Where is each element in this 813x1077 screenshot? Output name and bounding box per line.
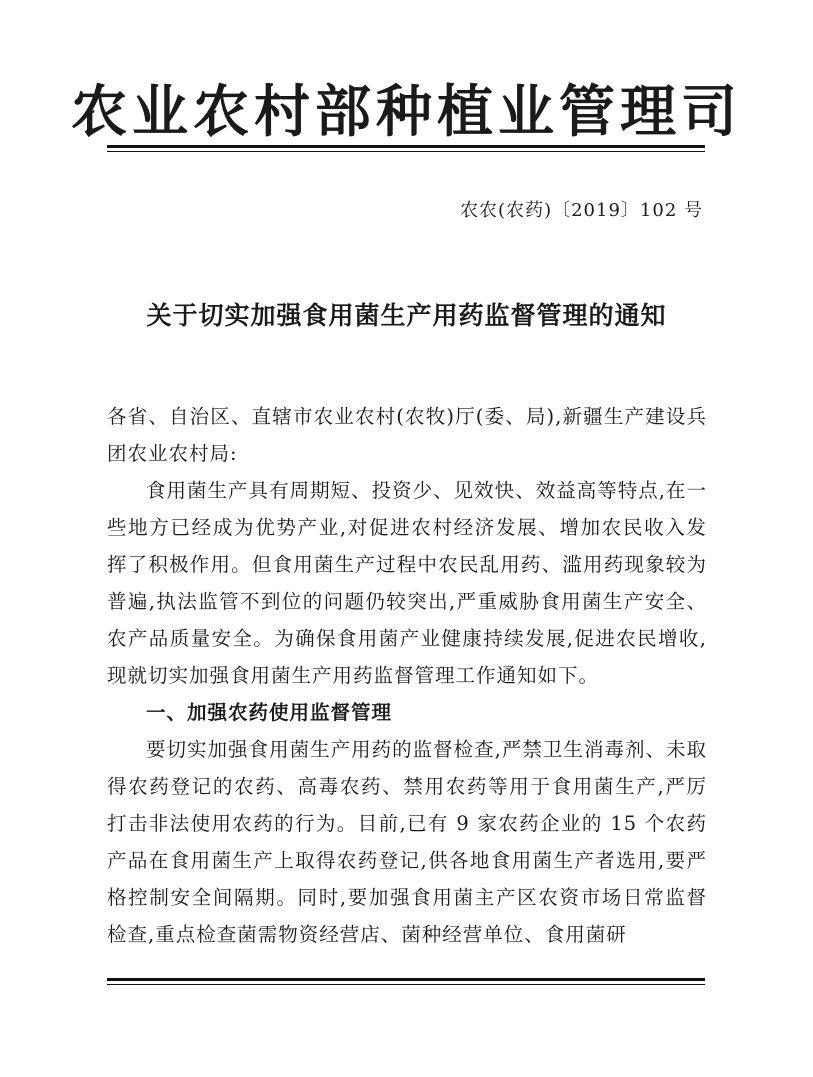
paragraph-section-1: 要切实加强食用菌生产用药的监督检查,严禁卫生消毒剂、未取得农药登记的农药、高毒农药、禁用农药等用于食用菌生产,严厉打击非法使用农药的行为。目前,已有 9 家农药企业的 15 个农药产品在食用菌生产上取得农药登记,供各地食用菌生产者选用,要严格控制安全间隔期。同时,要加强食用菌主产区农资市场日常监督检查,重点检查菌需物资经营店、菌种经营单位、食用菌研: [107, 738, 707, 946]
masthead: 农业农村部种植业管理司: [71, 79, 742, 145]
body-content: [107, 398, 707, 953]
salutation: 各省、自治区、直辖市农业农村(农牧)厅(委、局),新疆生产建设兵团农业农村局:: [107, 405, 707, 465]
notice-title: 关于切实加强食用菌生产用药监督管理的通知: [146, 301, 667, 330]
paragraph-intro: 食用菌生产具有周期短、投资少、见效快、效益高等特点,在一些地方已经成为优势产业,对促进农村经济发展、增加农民收入发挥了积极作用。但食用菌生产过程中农民乱用药、滥用药现象较为普遍,执法监管不到位的问题仍较突出,严重威胁食用菌生产安全、农产品质量安全。为确保食用菌产业健康持续发展,促进农民增收,现就切实加强食用菌生产用药监督管理工作通知如下。: [107, 479, 707, 687]
document-number: 农农(农药)〔2019〕102 号: [460, 200, 703, 221]
masthead-rule: [107, 145, 705, 152]
section-heading-1: 一、加强农药使用监督管理: [146, 701, 393, 724]
footer-rule: [107, 978, 705, 985]
